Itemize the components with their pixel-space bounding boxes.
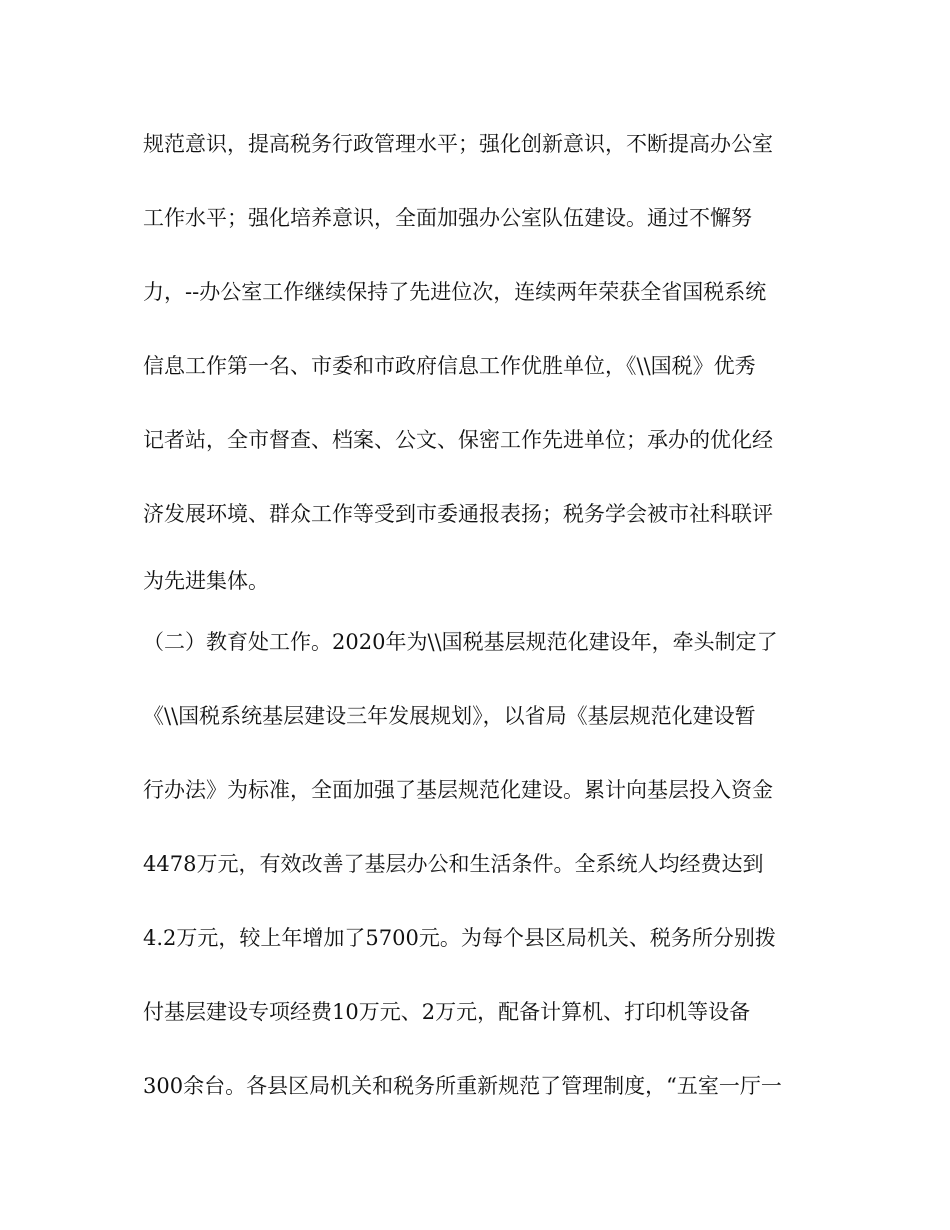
text-line: 信息工作第一名、市委和市政府信息工作优胜单位，《\\国税》优秀 — [143, 354, 756, 378]
text-line: 300余台。各县区局机关和税务所重新规范了管理制度，“五室一厅一 — [143, 1074, 782, 1098]
text-line: （二）教育处工作。2020年为\\国税基层规范化建设年，牵头制定了 — [143, 630, 778, 654]
text-line: 力，--办公室工作继续保持了先进位次，连续两年荣获全省国税系统 — [143, 280, 767, 304]
text-line: 4.2万元，较上年增加了5700元。为每个县区局机关、税务所分别拨 — [143, 926, 776, 950]
text-line: 付基层建设专项经费10万元、2万元，配备计算机、打印机等设备 — [143, 1000, 751, 1024]
text-line: 4478万元，有效改善了基层办公和生活条件。全系统人均经费达到 — [143, 852, 764, 876]
text-line: 记者站，全市督查、档案、公文、保密工作先进单位；承办的优化经 — [143, 428, 773, 452]
text-line: 为先进集体。 — [143, 569, 269, 593]
text-line: 规范意识，提高税务行政管理水平；强化创新意识，不断提高办公室 — [143, 132, 773, 156]
text-line: 《\\国税系统基层建设三年发展规划》，以省局《基层规范化建设暂 — [143, 704, 756, 728]
text-line: 工作水平；强化培养意识，全面加强办公室队伍建设。通过不懈努 — [143, 206, 752, 230]
text-line: 行办法》为标准，全面加强了基层规范化建设。累计向基层投入资金 — [143, 778, 773, 802]
text-line: 济发展环境、群众工作等受到市委通报表扬；税务学会被市社科联评 — [143, 502, 773, 526]
